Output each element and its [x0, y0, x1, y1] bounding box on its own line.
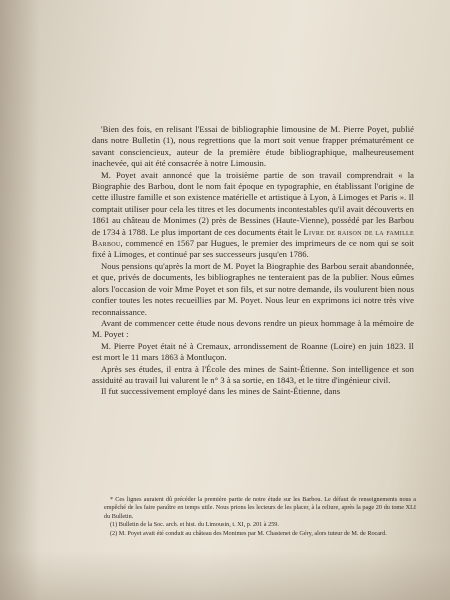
paragraph-poyet-plan-tail: , commencé en 1567 par Hugues, le premier des imprimeurs de ce nom qui se soit fixé à Limoges, et continué par ses successeurs jusqu'en 1786.: [92, 238, 414, 260]
binding-shadow: [0, 0, 40, 600]
footnote-2: (2) M. Poyet avait été conduit au château des Monimes par M. Chastenet de Géry, alors tuteur de M. de Rocard.: [110, 529, 387, 537]
paragraph-hommage: Avant de commencer cette étude nous devons rendre un pieux hommage à la mémoire de M. Poyet :: [92, 317, 414, 340]
paragraph-poyet-plan: [92, 170, 414, 261]
paragraph-birth: M. Pierre Poyet était né à Cremaux, arrondissement de Roanne (Loire) en juin 1823. Il est mort le 11 mars 1863 à Montluçon.: [92, 340, 414, 363]
page-bottom-shadow: [0, 550, 450, 600]
footnote-star: * Ces lignes auraient dû précéder la première partie de notre étude sur les Barbou. Le défaut de renseignements nous a empêché de les faire paraître en temps utile. Nous prions les lecteurs de les placer, à la reliure, après la page 20 du tome XLI du Bulletin.: [104, 496, 416, 520]
footnotes: [104, 496, 416, 538]
livre-de-raison-title: Livre de raison de la famille Barbou: [92, 226, 414, 249]
paragraph-studies: Après ses études, il entra à l'École des mines de Saint-Étienne. Son intelligence et son assiduité au travail lui valurent le n° 3 à sa sortie, en 1843, et le titre d'ingénieur civil.: [92, 363, 414, 385]
paragraph-intro: 'Bien des fois, en relisant l'Essai de bibliographie limousine de M. Pierre Poyet, publié dans notre Bulletin (1), nous regrettions que la mort soit venue frapper prématurément ce savant consciencieux, auteur de la première étude bibliographique, malheureusement inachevée, qui ait été consacrée à notre Limousin.: [92, 124, 414, 169]
paragraph-notes: Nous pensions qu'après la mort de M. Poyet la Biographie des Barbou serait abandonnée, et que, privés de documents, les bibliographes ne tenteraient pas de la publier. Nous eûmes alors l'occasion de voir Mme Poyet et son fils, et sur notre demande, ils voulurent bien nous confier toutes les notes recueillies par M. Poyet. Nous leur en exprimons ici notre très vive reconnaissance.: [92, 260, 414, 317]
main-text: [92, 124, 414, 398]
footnote-1: (1) Bulletin de la Soc. arch. et hist. du Limousin, t. XI, p. 201 à 259.: [110, 521, 279, 529]
paragraph-poyet-plan-text: M. Poyet avait annoncé que la troisième partie de son travail comprendrait « la Biographie des Barbou, dont le nom fait époque en typographie, en établissant l'origine de cette illustre famille et son existence matérielle et artistique à Lyon, à Limoges et Paris ». Il comptait utiliser pour cela les titres et les documents incontestables qu'il avait découverts en 1861 au château de Monimes (2) près de Bessines (Haute-Vienne), possédé par les Barbou de 1734 à 1788. Le plus important de ces documents était le: [92, 169, 414, 237]
paragraph-career: Il fut successivement employé dans les mines de Saint-Étienne, dans: [101, 386, 341, 397]
